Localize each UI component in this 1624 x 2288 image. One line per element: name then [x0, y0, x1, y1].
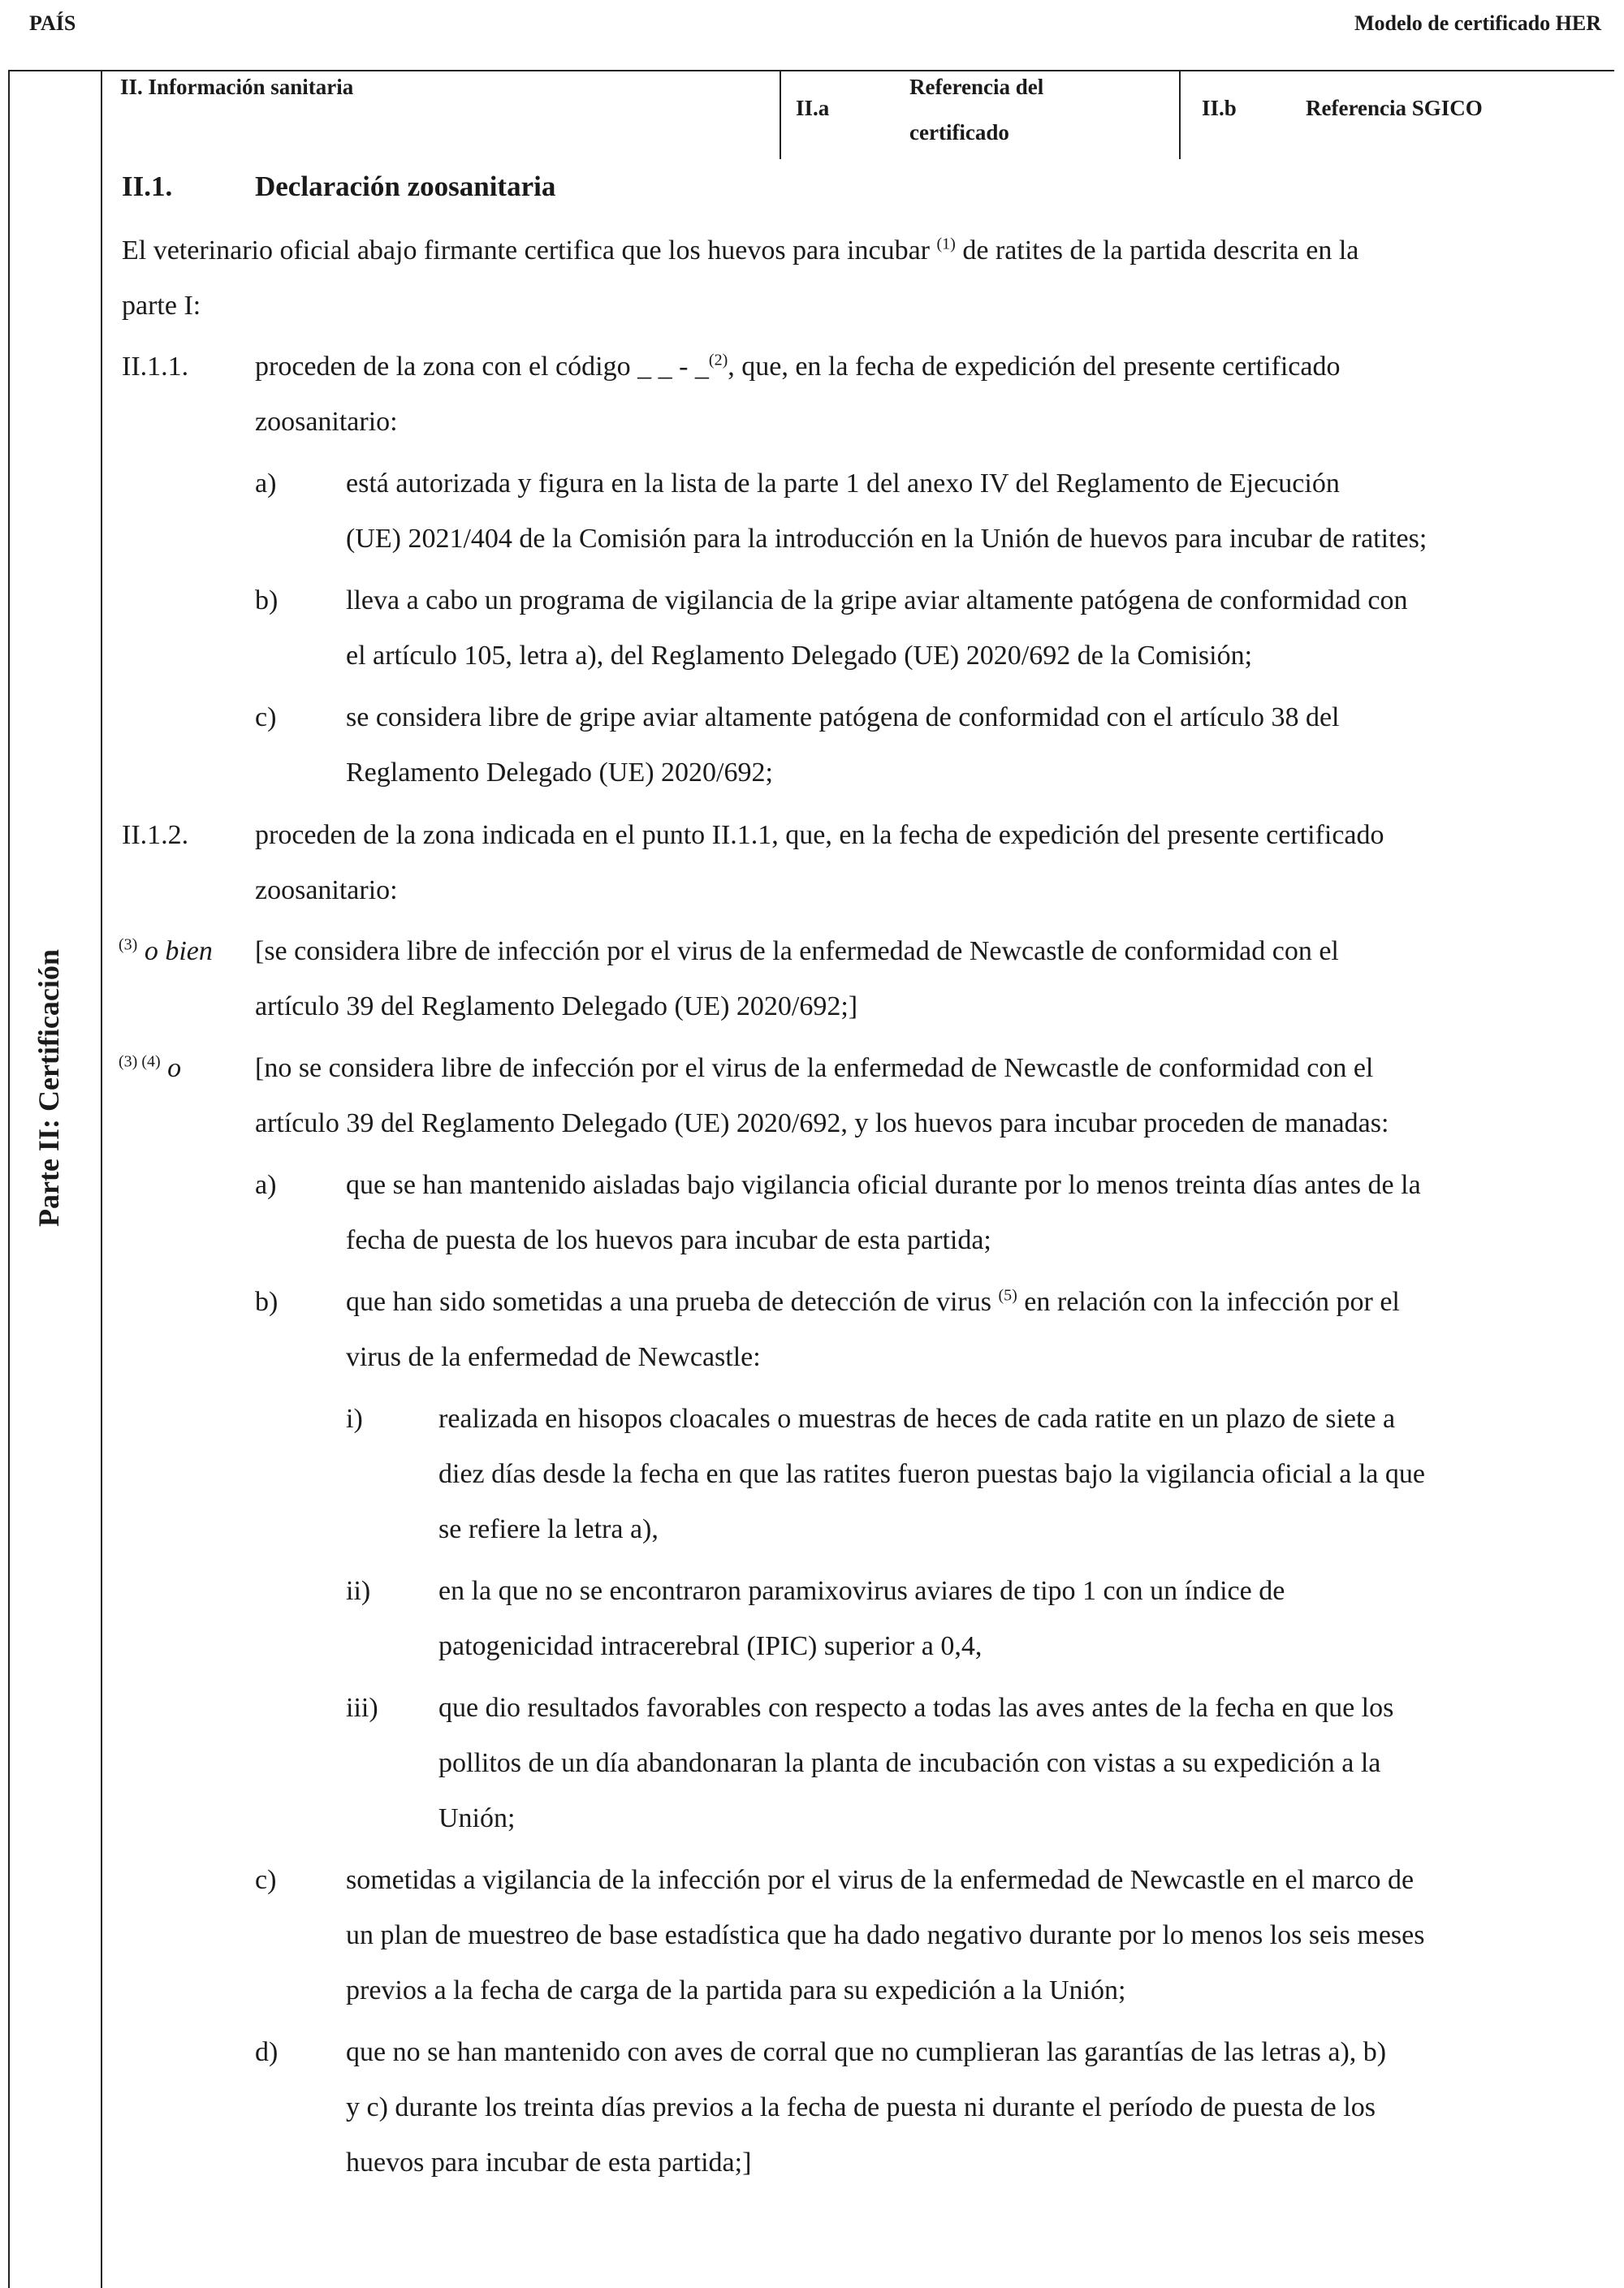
opt2-d-line-2: y c) durante los treinta días previos a la fecha de puesta ni durante el período de puesta de los: [346, 2092, 1376, 2122]
opt2-b-iii-label: iii): [346, 1693, 378, 1723]
opt2-line-2: artículo 39 del Reglamento Delegado (UE) 2020/692, y los huevos para incubar proceden de manadas:: [255, 1108, 1389, 1138]
opt2-b-iii-line-2: pollitos de un día abandonaran la planta de incubación con vistas a su expedición a la: [438, 1748, 1381, 1778]
p112-line-1: proceden de la zona indicada en el punto II.1.1, que, en la fecha de expedición del presente certificado: [255, 820, 1384, 850]
intro-footnote-1: (1): [936, 235, 956, 253]
opt1-footnote: (3): [119, 935, 138, 954]
opt2-b-i-line-3: se refiere la letra a),: [438, 1514, 659, 1544]
p111-number: II.1.1.: [122, 352, 189, 382]
p111-c-line-2: Reglamento Delegado (UE) 2020/692;: [346, 758, 773, 788]
intro-text-b: de ratites de la partida descrita en la: [962, 235, 1359, 265]
intro-line-1: [122, 223, 1358, 278]
opt2-footnote: (3) (4): [119, 1052, 161, 1071]
opt2-line-1: [no se considera libre de infección por el virus de la enfermedad de Newcastle de conformidad con el: [255, 1053, 1374, 1083]
p111-a-line-1: está autorizada y figura en la lista de la parte 1 del anexo IV del Reglamento de Ejecución: [346, 468, 1340, 499]
p111-a-line-2: (UE) 2021/404 de la Comisión para la introducción en la Unión de huevos para incubar de ratites;: [346, 524, 1427, 554]
opt2-b-text-b: en relación con la infección por el: [1024, 1287, 1400, 1317]
frame-top-line: [8, 70, 1614, 71]
p111-c-label: c): [255, 702, 277, 732]
opt2-b-i-line-1: realizada en hisopos cloacales o muestras de heces de cada ratite en un plazo de siete a: [438, 1404, 1396, 1434]
opt2-d-label: d): [255, 2037, 279, 2067]
opt2-b-text-a: que han sido sometidas a una prueba de detección de virus: [346, 1287, 991, 1317]
sgico-code: II.b: [1202, 96, 1237, 120]
opt1-line-2: artículo 39 del Reglamento Delegado (UE) 2020/692;]: [255, 991, 858, 1021]
opt2-b-label: b): [255, 1287, 279, 1317]
opt2-d-line-1: que no se han mantenido con aves de corral que no cumplieran las garantías de las letras a), b): [346, 2037, 1387, 2067]
info-title: II. Información sanitaria: [120, 75, 354, 99]
ref-label-1: Referencia del: [909, 75, 1044, 99]
p112-number: II.1.2.: [122, 820, 189, 850]
opt1-line-1: [se considera libre de infección por el virus de la enfermedad de Newcastle de conformidad con el: [255, 936, 1339, 966]
p111-text-b: , que, en la fecha de expedición del presente certificado: [728, 352, 1341, 382]
p111-b-label: b): [255, 585, 279, 615]
box-divider-1: [780, 71, 781, 159]
opt2-d-line-3: huevos para incubar de esta partida;]: [346, 2148, 752, 2178]
p111-footnote-2: (2): [708, 351, 728, 369]
header-country: PAÍS: [29, 11, 76, 35]
p111-b-line-2: el artículo 105, letra a), del Reglamento Delegado (UE) 2020/692 de la Comisión;: [346, 641, 1253, 671]
intro-line-2: parte I:: [122, 291, 201, 321]
opt1-marker: [119, 924, 213, 979]
section-number: II.1.: [122, 171, 173, 202]
box-divider-2: [1179, 71, 1181, 159]
opt2-b-footnote-5: (5): [998, 1286, 1017, 1305]
opt2-b-ii-line-2: patogenicidad intracerebral (IPIC) superior a 0,4,: [438, 1631, 983, 1661]
opt2-b-ii-label: ii): [346, 1576, 371, 1606]
opt2-marker: [119, 1041, 181, 1096]
opt2-b-i-label: i): [346, 1404, 363, 1434]
opt2-label: o: [167, 1053, 182, 1083]
p111-line-2: zoosanitario:: [255, 407, 398, 437]
opt2-b-iii-line-3: Unión;: [438, 1803, 516, 1833]
opt2-b-line-2: virus de la enfermedad de Newcastle:: [346, 1342, 761, 1372]
opt2-c-line-2: un plan de muestreo de base estadística que ha dado negativo durante por lo menos los seis meses: [346, 1920, 1425, 1950]
frame-left-line: [8, 70, 10, 2288]
opt2-b-ii-line-1: en la que no se encontraron paramixovirus aviares de tipo 1 con un índice de: [438, 1576, 1285, 1606]
p111-b-line-1: lleva a cabo un programa de vigilancia de la gripe aviar altamente patógena de conformidad con: [346, 585, 1408, 615]
p111-line-1: [255, 339, 1340, 395]
p111-a-label: a): [255, 468, 277, 499]
section-title: Declaración zoosanitaria: [255, 171, 556, 202]
opt2-b-i-line-2: diez días desde la fecha en que las ratites fueron puestas bajo la vigilancia oficial a la que: [438, 1459, 1425, 1489]
opt2-c-line-3: previos a la fecha de carga de la partida para su expedición a la Unión;: [346, 1975, 1126, 2005]
header-model: Modelo de certificado HER: [1354, 11, 1601, 35]
opt2-c-label: c): [255, 1865, 277, 1895]
sgico-label: Referencia SGICO: [1306, 96, 1483, 120]
frame-inner-line: [101, 70, 102, 2288]
p111-c-line-1: se considera libre de gripe aviar altamente patógena de conformidad con el artículo 38 del: [346, 702, 1340, 732]
ref-label-2: certificado: [909, 120, 1009, 145]
ref-code: II.a: [796, 96, 830, 120]
opt2-a-line-1: que se han mantenido aisladas bajo vigilancia oficial durante por lo menos treinta días antes de la: [346, 1170, 1421, 1200]
p111-text-a: proceden de la zona con el código _ _ - _: [255, 352, 709, 382]
opt2-b-iii-line-1: que dio resultados favorables con respecto a todas las aves antes de la fecha en que los: [438, 1693, 1394, 1723]
opt1-label: o bien: [144, 936, 213, 966]
side-label: Parte II: Certificación: [32, 949, 65, 1227]
opt2-b-line-1: [346, 1275, 1400, 1330]
opt2-a-label: a): [255, 1170, 277, 1200]
p112-line-2: zoosanitario:: [255, 875, 398, 905]
opt2-c-line-1: sometidas a vigilancia de la infección por el virus de la enfermedad de Newcastle en el marco de: [346, 1865, 1415, 1895]
opt2-a-line-2: fecha de puesta de los huevos para incubar de esta partida;: [346, 1225, 991, 1255]
intro-text-a: El veterinario oficial abajo firmante certifica que los huevos para incubar: [122, 235, 930, 265]
